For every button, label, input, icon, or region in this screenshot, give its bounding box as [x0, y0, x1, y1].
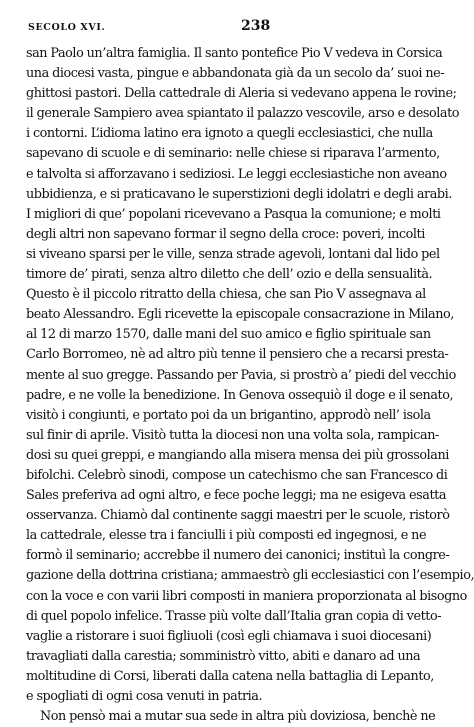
running-head: SECOLO XVI.	[28, 22, 106, 33]
text-line: mente al suo gregge. Passando per Pavia, si prostrò a’ piedi del vecchio	[26, 367, 456, 383]
text-line: e spogliati di ogni cosa venuti in patria.	[26, 689, 263, 704]
text-line: di quel popolo infelice. Trasse più volte dall’Italia gran copia di vetto-	[26, 608, 442, 624]
text-line: degli altri non sapevano formar il segno della croce: poveri, incolti	[26, 226, 425, 242]
text-line: e talvolta si afforzavano i sediziosi. Le leggi ecclesiastiche non aveano	[26, 166, 447, 182]
text-line: sapevano di scuole e di seminario: nelle chiese si riparava l’armento,	[26, 146, 440, 162]
text-line: sul finir di aprile. Visitò tutta la diocesi non una volta sola, rampican-	[26, 427, 439, 443]
text-line: padre, e ne volle la benedizione. In Genova ossequiò il doge e il senato,	[26, 387, 454, 403]
page-number: 238	[241, 18, 271, 34]
text-line: timore de’ pirati, senza altro diletto che dell’ ozio e della sensualità.	[26, 267, 433, 283]
text-line: osservanza. Chiamò dal continente saggi maestri per le scuole, ristorò	[26, 508, 450, 524]
text-line: dosi su quei greppi, e mangiando alla misera mensa dei più grossolani	[26, 447, 449, 463]
text-line: beato Alessandro. Egli ricevette la episcopale consacrazione in Milano,	[26, 307, 454, 323]
text-line: ubbidienza, e si praticavano le superstizioni degli idolatri e degli arabi.	[26, 186, 452, 202]
body-text	[26, 44, 474, 727]
text-line: ghittosi pastori. Della cattedrale di Aleria si vedevano appena le rovine;	[26, 86, 457, 102]
text-line: travagliati dalla carestia; somministrò vitto, abiti e danaro ad una	[26, 648, 421, 664]
text-line: al 12 di marzo 1570, dalle mani del suo amico e figlio spirituale san	[26, 327, 431, 343]
text-line: la cattedrale, elesse tra i fanciulli i più composti ed ingegnosi, e ne	[26, 528, 427, 544]
text-line: i contorni. L’idioma latino era ignoto a quegli ecclesiastici, che nulla	[26, 126, 433, 142]
text-line: formò il seminario; accrebbe il numero dei canonici; instituì la congre-	[26, 548, 450, 564]
text-line: Non pensò mai a mutar sua sede in altra più doviziosa, benchè ne	[40, 709, 436, 725]
page-header	[26, 18, 418, 36]
text-line: moltitudine di Corsi, liberati dalla catena nella battaglia di Lepanto,	[26, 668, 434, 684]
text-line: il generale Sampiero avea spiantato il palazzo vescovile, arso e desolato	[26, 106, 460, 122]
text-line: con la voce e con varii libri composti in maniera proporzionata al bisogno	[26, 588, 467, 604]
text-line: Questo è il piccolo ritratto della chiesa, che san Pio V assegnava al	[26, 287, 426, 303]
text-line: si viveano sparsi per le ville, senza strade agevoli, lontani dal lido pel	[26, 246, 440, 262]
text-line: gazione della dottrina cristiana; ammaestrò gli ecclesiastici con l’esempio,	[26, 568, 474, 584]
text-line: I migliori di que’ popolani ricevevano a Pasqua la comunione; e molti	[26, 206, 441, 222]
text-line: una diocesi vasta, pingue e abbandonata già da un secolo da’ suoi ne-	[26, 66, 445, 82]
text-line: vaglie a ristorare i suoi figliuoli (così egli chiamava i suoi diocesani)	[26, 628, 432, 644]
text-line: san Paolo un’altra famiglia. Il santo pontefice Pio V vedeva in Corsica	[26, 46, 443, 61]
text-line: visitò i congiunti, e portato poi da un brigantino, approdò nell’ isola	[26, 407, 431, 423]
text-line: Sales preferiva ad ogni altro, e fece poche leggi; ma ne esigeva esatta	[26, 488, 447, 504]
text-line: bifolchi. Celebrò sinodi, compose un catechismo che san Francesco di	[26, 467, 448, 483]
text-line: Carlo Borromeo, nè ad altro più tenne il pensiero che a recarsi presta-	[26, 347, 449, 363]
